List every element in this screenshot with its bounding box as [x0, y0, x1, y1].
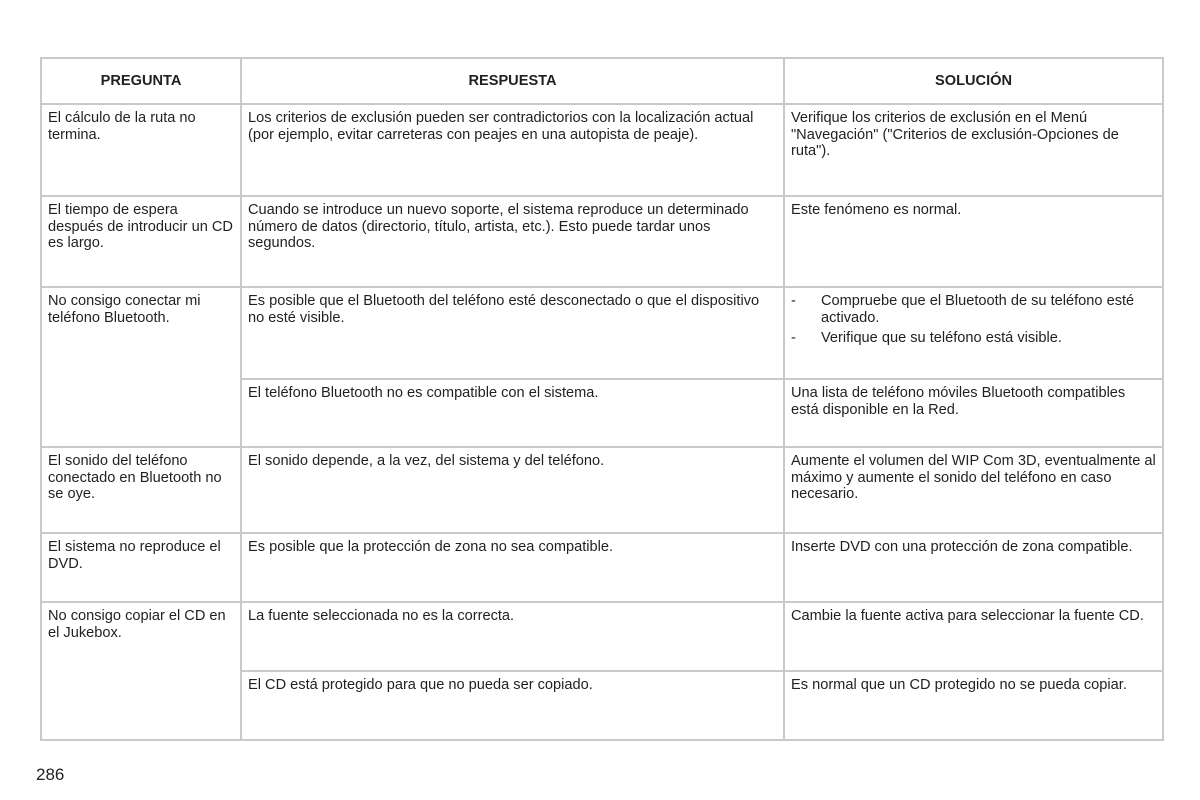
solution-bullet-list: [791, 293, 1156, 347]
header-question: PREGUNTA: [41, 58, 241, 104]
solution-cell: Una lista de teléfono móviles Bluetooth compatibles está disponible en la Red.: [784, 379, 1163, 447]
answer-cell: Cuando se introduce un nuevo soporte, el sistema reproduce un determinado número de datos (directorio, título, artista, etc.). Esto puede tardar unos segundos.: [241, 196, 784, 287]
bullet-text: Verifique que su teléfono está visible.: [821, 330, 1062, 346]
table-row: [41, 602, 1163, 671]
bullet-text: Compruebe que el Bluetooth de su teléfono esté activado.: [821, 293, 1135, 326]
table-header-row: [41, 58, 1163, 104]
solution-cell: Es normal que un CD protegido no se pueda copiar.: [784, 671, 1163, 740]
header-solution: SOLUCIÓN: [784, 58, 1163, 104]
answer-cell: El teléfono Bluetooth no es compatible con el sistema.: [241, 379, 784, 447]
solution-cell: Cambie la fuente activa para seleccionar la fuente CD.: [784, 602, 1163, 671]
answer-cell: La fuente seleccionada no es la correcta.: [241, 602, 784, 671]
table-row: [41, 287, 1163, 379]
answer-cell: El sonido depende, a la vez, del sistema y del teléfono.: [241, 447, 784, 533]
question-cell: El tiempo de espera después de introducir un CD es largo.: [41, 196, 241, 287]
answer-cell: Los criterios de exclusión pueden ser contradictorios con la localización actual (por ejemplo, evitar carreteras con peajes en una autopista de peaje).: [241, 104, 784, 196]
table-row: [41, 104, 1163, 196]
bullet-dash: -: [791, 293, 796, 309]
page-number: 286: [36, 765, 65, 784]
question-cell: El sonido del teléfono conectado en Bluetooth no se oye.: [41, 447, 241, 533]
answer-cell: Es posible que el Bluetooth del teléfono esté desconectado o que el dispositivo no esté visible.: [241, 287, 784, 379]
bullet-dash: -: [791, 330, 796, 346]
solution-bullet-item: [791, 330, 1156, 347]
table-row: [41, 447, 1163, 533]
solution-cell: Aumente el volumen del WIP Com 3D, eventualmente al máximo y aumente el sonido del teléfono en caso necesario.: [784, 447, 1163, 533]
solution-cell: [784, 287, 1163, 379]
solution-bullet-item: [791, 293, 1156, 326]
answer-cell: El CD está protegido para que no pueda ser copiado.: [241, 671, 784, 740]
question-cell: El cálculo de la ruta no termina.: [41, 104, 241, 196]
answer-cell: Es posible que la protección de zona no sea compatible.: [241, 533, 784, 602]
question-cell: No consigo conectar mi teléfono Bluetooth.: [41, 287, 241, 447]
question-cell: No consigo copiar el CD en el Jukebox.: [41, 602, 241, 740]
header-answer: RESPUESTA: [241, 58, 784, 104]
question-cell: El sistema no reproduce el DVD.: [41, 533, 241, 602]
solution-cell: Este fenómeno es normal.: [784, 196, 1163, 287]
solution-cell: Inserte DVD con una protección de zona compatible.: [784, 533, 1163, 602]
solution-cell: Verifique los criterios de exclusión en el Menú "Navegación" ("Criterios de exclusión-Opciones de ruta").: [784, 104, 1163, 196]
table-row: [41, 196, 1163, 287]
faq-table: [40, 57, 1164, 741]
table-row: [41, 533, 1163, 602]
